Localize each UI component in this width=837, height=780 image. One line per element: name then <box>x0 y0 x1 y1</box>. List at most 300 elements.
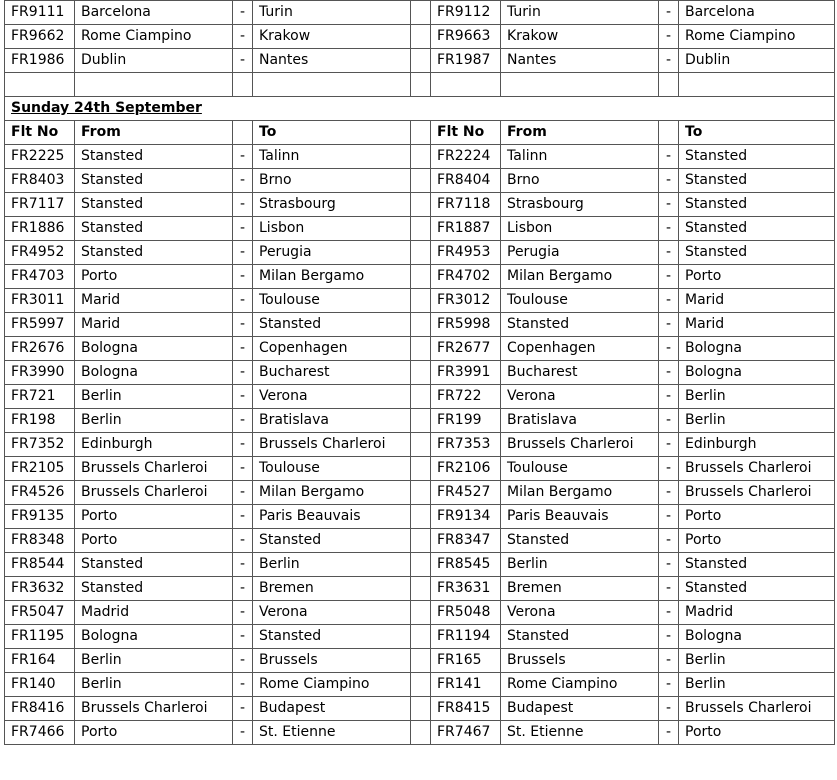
route-dash: - <box>233 169 253 193</box>
outbound-to: Stansted <box>253 529 411 553</box>
header-row <box>5 121 835 145</box>
table-row <box>5 649 835 673</box>
route-dash: - <box>659 1 679 25</box>
return-from: Verona <box>501 601 659 625</box>
column-gap <box>411 529 431 553</box>
return-to: Stansted <box>679 577 835 601</box>
outbound-flight-number: FR3990 <box>5 361 75 385</box>
outbound-from: Berlin <box>75 409 233 433</box>
return-flight-number: FR199 <box>431 409 501 433</box>
route-dash: - <box>659 625 679 649</box>
outbound-flight-number: FR2225 <box>5 145 75 169</box>
empty-cell <box>75 73 233 97</box>
outbound-to: Bucharest <box>253 361 411 385</box>
route-dash: - <box>233 313 253 337</box>
return-to: Berlin <box>679 649 835 673</box>
outbound-from: Marid <box>75 313 233 337</box>
table-row <box>5 553 835 577</box>
outbound-from: Rome Ciampino <box>75 25 233 49</box>
route-dash: - <box>233 49 253 73</box>
route-dash: - <box>233 217 253 241</box>
outbound-to: Toulouse <box>253 457 411 481</box>
route-dash: - <box>659 217 679 241</box>
return-to: Stansted <box>679 145 835 169</box>
column-gap <box>411 241 431 265</box>
table-row <box>5 361 835 385</box>
route-dash: - <box>659 553 679 577</box>
return-to: Marid <box>679 313 835 337</box>
outbound-from: Porto <box>75 721 233 745</box>
return-from: Berlin <box>501 553 659 577</box>
table-row <box>5 409 835 433</box>
return-from: Brussels <box>501 649 659 673</box>
outbound-to: Talinn <box>253 145 411 169</box>
column-gap <box>411 145 431 169</box>
route-dash: - <box>659 433 679 457</box>
return-flight-number: FR3991 <box>431 361 501 385</box>
outbound-flight-number: FR9662 <box>5 25 75 49</box>
return-from: Bratislava <box>501 409 659 433</box>
outbound-to: Milan Bergamo <box>253 481 411 505</box>
column-gap <box>411 313 431 337</box>
return-to: Bologna <box>679 625 835 649</box>
table-row <box>5 193 835 217</box>
return-flight-number: FR3012 <box>431 289 501 313</box>
return-flight-number: FR5998 <box>431 313 501 337</box>
empty-cell <box>431 73 501 97</box>
section-title: Sunday 24th September <box>5 97 835 121</box>
route-dash: - <box>659 721 679 745</box>
return-from: Brussels Charleroi <box>501 433 659 457</box>
outbound-flight-number: FR7117 <box>5 193 75 217</box>
outbound-from: Stansted <box>75 193 233 217</box>
outbound-from: Stansted <box>75 553 233 577</box>
column-gap <box>411 433 431 457</box>
table-row <box>5 145 835 169</box>
return-from: Budapest <box>501 697 659 721</box>
route-dash: - <box>659 145 679 169</box>
route-dash: - <box>659 241 679 265</box>
outbound-from: Berlin <box>75 673 233 697</box>
column-gap <box>411 409 431 433</box>
return-flight-number: FR8404 <box>431 169 501 193</box>
column-gap <box>411 697 431 721</box>
return-to: Porto <box>679 505 835 529</box>
column-gap <box>411 49 431 73</box>
table-row <box>5 625 835 649</box>
empty-cell <box>679 73 835 97</box>
return-to: Bologna <box>679 361 835 385</box>
header-blank <box>659 121 679 145</box>
outbound-to: Paris Beauvais <box>253 505 411 529</box>
return-flight-number: FR7353 <box>431 433 501 457</box>
column-gap <box>411 721 431 745</box>
return-flight-number: FR165 <box>431 649 501 673</box>
route-dash: - <box>659 529 679 553</box>
outbound-to: Copenhagen <box>253 337 411 361</box>
return-flight-number: FR9134 <box>431 505 501 529</box>
return-to: Brussels Charleroi <box>679 457 835 481</box>
empty-cell <box>253 73 411 97</box>
route-dash: - <box>659 169 679 193</box>
return-from: Nantes <box>501 49 659 73</box>
route-dash: - <box>659 289 679 313</box>
empty-cell <box>501 73 659 97</box>
outbound-from: Porto <box>75 505 233 529</box>
return-to: Stansted <box>679 553 835 577</box>
return-to: Rome Ciampino <box>679 25 835 49</box>
table-row <box>5 673 835 697</box>
outbound-to: Stansted <box>253 625 411 649</box>
return-flight-number: FR5048 <box>431 601 501 625</box>
route-dash: - <box>233 337 253 361</box>
return-from: Copenhagen <box>501 337 659 361</box>
route-dash: - <box>233 577 253 601</box>
return-to: Bologna <box>679 337 835 361</box>
table-row <box>5 1 835 25</box>
return-to: Berlin <box>679 673 835 697</box>
return-from: Talinn <box>501 145 659 169</box>
return-flight-number: FR7118 <box>431 193 501 217</box>
table-row <box>5 217 835 241</box>
column-gap <box>411 121 431 145</box>
column-gap <box>411 1 431 25</box>
return-to: Stansted <box>679 217 835 241</box>
outbound-to: Stansted <box>253 313 411 337</box>
return-flight-number: FR2106 <box>431 457 501 481</box>
table-row <box>5 529 835 553</box>
column-gap <box>411 265 431 289</box>
column-gap <box>411 505 431 529</box>
outbound-flight-number: FR9135 <box>5 505 75 529</box>
outbound-flight-number: FR2105 <box>5 457 75 481</box>
return-flight-number: FR4527 <box>431 481 501 505</box>
empty-cell <box>659 73 679 97</box>
outbound-flight-number: FR8544 <box>5 553 75 577</box>
return-from: St. Etienne <box>501 721 659 745</box>
route-dash: - <box>659 25 679 49</box>
empty-cell <box>233 73 253 97</box>
return-to: Porto <box>679 529 835 553</box>
column-gap <box>411 289 431 313</box>
return-from: Stansted <box>501 529 659 553</box>
table-row <box>5 169 835 193</box>
return-flight-number: FR1987 <box>431 49 501 73</box>
return-flight-number: FR722 <box>431 385 501 409</box>
route-dash: - <box>233 193 253 217</box>
route-dash: - <box>233 457 253 481</box>
route-dash: - <box>659 697 679 721</box>
outbound-to: St. Etienne <box>253 721 411 745</box>
return-from: Krakow <box>501 25 659 49</box>
table-row <box>5 433 835 457</box>
route-dash: - <box>659 601 679 625</box>
outbound-from: Marid <box>75 289 233 313</box>
column-gap <box>411 385 431 409</box>
column-gap <box>411 577 431 601</box>
return-to: Brussels Charleroi <box>679 697 835 721</box>
return-from: Milan Bergamo <box>501 481 659 505</box>
header-blank <box>233 121 253 145</box>
return-to: Porto <box>679 265 835 289</box>
outbound-to: Perugia <box>253 241 411 265</box>
outbound-flight-number: FR3632 <box>5 577 75 601</box>
return-flight-number: FR4702 <box>431 265 501 289</box>
section-title-row <box>5 97 835 121</box>
return-to: Porto <box>679 721 835 745</box>
route-dash: - <box>659 457 679 481</box>
outbound-from: Berlin <box>75 385 233 409</box>
return-from: Brno <box>501 169 659 193</box>
table-row <box>5 337 835 361</box>
table-row <box>5 577 835 601</box>
route-dash: - <box>659 649 679 673</box>
outbound-to: Strasbourg <box>253 193 411 217</box>
return-from: Lisbon <box>501 217 659 241</box>
column-gap <box>411 481 431 505</box>
empty-row <box>5 73 835 97</box>
header-to: To <box>253 121 411 145</box>
header-to: To <box>679 121 835 145</box>
route-dash: - <box>233 553 253 577</box>
return-to: Stansted <box>679 193 835 217</box>
column-gap <box>411 457 431 481</box>
return-from: Bucharest <box>501 361 659 385</box>
return-to: Madrid <box>679 601 835 625</box>
outbound-from: Porto <box>75 529 233 553</box>
return-from: Stansted <box>501 625 659 649</box>
outbound-from: Stansted <box>75 145 233 169</box>
outbound-to: Brussels <box>253 649 411 673</box>
route-dash: - <box>659 385 679 409</box>
return-flight-number: FR1194 <box>431 625 501 649</box>
return-from: Stansted <box>501 313 659 337</box>
outbound-to: Rome Ciampino <box>253 673 411 697</box>
outbound-to: Milan Bergamo <box>253 265 411 289</box>
outbound-flight-number: FR4526 <box>5 481 75 505</box>
route-dash: - <box>659 481 679 505</box>
outbound-flight-number: FR7466 <box>5 721 75 745</box>
empty-cell <box>5 73 75 97</box>
outbound-from: Brussels Charleroi <box>75 697 233 721</box>
outbound-flight-number: FR1195 <box>5 625 75 649</box>
route-dash: - <box>659 577 679 601</box>
return-flight-number: FR1887 <box>431 217 501 241</box>
outbound-flight-number: FR8416 <box>5 697 75 721</box>
outbound-to: Verona <box>253 385 411 409</box>
outbound-flight-number: FR4952 <box>5 241 75 265</box>
return-from: Rome Ciampino <box>501 673 659 697</box>
outbound-to: Bremen <box>253 577 411 601</box>
outbound-to: Lisbon <box>253 217 411 241</box>
route-dash: - <box>233 433 253 457</box>
return-flight-number: FR9663 <box>431 25 501 49</box>
return-from: Strasbourg <box>501 193 659 217</box>
outbound-from: Bologna <box>75 625 233 649</box>
outbound-to: Verona <box>253 601 411 625</box>
outbound-to: Turin <box>253 1 411 25</box>
table-row <box>5 25 835 49</box>
route-dash: - <box>233 697 253 721</box>
return-from: Bremen <box>501 577 659 601</box>
column-gap <box>411 649 431 673</box>
return-from: Toulouse <box>501 457 659 481</box>
outbound-to: Berlin <box>253 553 411 577</box>
outbound-from: Porto <box>75 265 233 289</box>
outbound-from: Bologna <box>75 361 233 385</box>
outbound-from: Berlin <box>75 649 233 673</box>
column-gap <box>411 601 431 625</box>
route-dash: - <box>233 25 253 49</box>
route-dash: - <box>659 505 679 529</box>
table-row <box>5 505 835 529</box>
return-from: Paris Beauvais <box>501 505 659 529</box>
outbound-from: Stansted <box>75 217 233 241</box>
outbound-to: Brno <box>253 169 411 193</box>
route-dash: - <box>233 673 253 697</box>
outbound-flight-number: FR3011 <box>5 289 75 313</box>
route-dash: - <box>233 529 253 553</box>
return-flight-number: FR141 <box>431 673 501 697</box>
return-from: Turin <box>501 1 659 25</box>
header-flt-no: Flt No <box>431 121 501 145</box>
return-from: Milan Bergamo <box>501 265 659 289</box>
route-dash: - <box>659 361 679 385</box>
table-row <box>5 49 835 73</box>
outbound-from: Stansted <box>75 577 233 601</box>
outbound-flight-number: FR140 <box>5 673 75 697</box>
outbound-from: Bologna <box>75 337 233 361</box>
return-flight-number: FR8545 <box>431 553 501 577</box>
outbound-from: Brussels Charleroi <box>75 481 233 505</box>
outbound-from: Stansted <box>75 241 233 265</box>
header-from: From <box>501 121 659 145</box>
column-gap <box>411 337 431 361</box>
outbound-from: Madrid <box>75 601 233 625</box>
return-to: Berlin <box>679 409 835 433</box>
return-from: Verona <box>501 385 659 409</box>
return-to: Dublin <box>679 49 835 73</box>
table-row <box>5 457 835 481</box>
table-row <box>5 721 835 745</box>
outbound-flight-number: FR164 <box>5 649 75 673</box>
return-from: Toulouse <box>501 289 659 313</box>
column-gap <box>411 361 431 385</box>
outbound-flight-number: FR721 <box>5 385 75 409</box>
route-dash: - <box>233 649 253 673</box>
outbound-from: Dublin <box>75 49 233 73</box>
return-flight-number: FR2224 <box>431 145 501 169</box>
table-row <box>5 481 835 505</box>
outbound-flight-number: FR198 <box>5 409 75 433</box>
outbound-from: Brussels Charleroi <box>75 457 233 481</box>
outbound-flight-number: FR4703 <box>5 265 75 289</box>
route-dash: - <box>233 385 253 409</box>
route-dash: - <box>233 505 253 529</box>
route-dash: - <box>233 265 253 289</box>
outbound-from: Edinburgh <box>75 433 233 457</box>
return-flight-number: FR8415 <box>431 697 501 721</box>
table-row <box>5 697 835 721</box>
return-to: Brussels Charleroi <box>679 481 835 505</box>
outbound-to: Nantes <box>253 49 411 73</box>
flight-schedule-table <box>4 0 835 745</box>
return-to: Barcelona <box>679 1 835 25</box>
header-flt-no: Flt No <box>5 121 75 145</box>
table-row <box>5 241 835 265</box>
route-dash: - <box>659 193 679 217</box>
route-dash: - <box>233 721 253 745</box>
column-gap <box>411 25 431 49</box>
outbound-flight-number: FR1886 <box>5 217 75 241</box>
outbound-flight-number: FR7352 <box>5 433 75 457</box>
column-gap <box>411 169 431 193</box>
route-dash: - <box>659 49 679 73</box>
return-flight-number: FR4953 <box>431 241 501 265</box>
header-from: From <box>75 121 233 145</box>
outbound-flight-number: FR5047 <box>5 601 75 625</box>
route-dash: - <box>659 337 679 361</box>
route-dash: - <box>233 601 253 625</box>
table-row <box>5 265 835 289</box>
return-to: Stansted <box>679 169 835 193</box>
table-row <box>5 289 835 313</box>
outbound-flight-number: FR2676 <box>5 337 75 361</box>
outbound-from: Stansted <box>75 169 233 193</box>
return-to: Berlin <box>679 385 835 409</box>
empty-cell <box>411 73 431 97</box>
route-dash: - <box>233 241 253 265</box>
route-dash: - <box>233 625 253 649</box>
return-flight-number: FR8347 <box>431 529 501 553</box>
column-gap <box>411 673 431 697</box>
table-row <box>5 313 835 337</box>
column-gap <box>411 193 431 217</box>
route-dash: - <box>233 481 253 505</box>
table-row <box>5 385 835 409</box>
route-dash: - <box>233 361 253 385</box>
outbound-from: Barcelona <box>75 1 233 25</box>
outbound-to: Bratislava <box>253 409 411 433</box>
return-flight-number: FR7467 <box>431 721 501 745</box>
route-dash: - <box>659 265 679 289</box>
column-gap <box>411 217 431 241</box>
column-gap <box>411 625 431 649</box>
outbound-flight-number: FR8348 <box>5 529 75 553</box>
return-to: Marid <box>679 289 835 313</box>
table-row <box>5 601 835 625</box>
return-flight-number: FR2677 <box>431 337 501 361</box>
return-flight-number: FR9112 <box>431 1 501 25</box>
outbound-flight-number: FR1986 <box>5 49 75 73</box>
outbound-to: Brussels Charleroi <box>253 433 411 457</box>
route-dash: - <box>233 1 253 25</box>
return-to: Edinburgh <box>679 433 835 457</box>
outbound-to: Toulouse <box>253 289 411 313</box>
return-to: Stansted <box>679 241 835 265</box>
route-dash: - <box>659 313 679 337</box>
route-dash: - <box>233 409 253 433</box>
outbound-flight-number: FR8403 <box>5 169 75 193</box>
return-flight-number: FR3631 <box>431 577 501 601</box>
route-dash: - <box>659 673 679 697</box>
route-dash: - <box>659 409 679 433</box>
outbound-flight-number: FR9111 <box>5 1 75 25</box>
outbound-flight-number: FR5997 <box>5 313 75 337</box>
route-dash: - <box>233 289 253 313</box>
route-dash: - <box>233 145 253 169</box>
column-gap <box>411 553 431 577</box>
